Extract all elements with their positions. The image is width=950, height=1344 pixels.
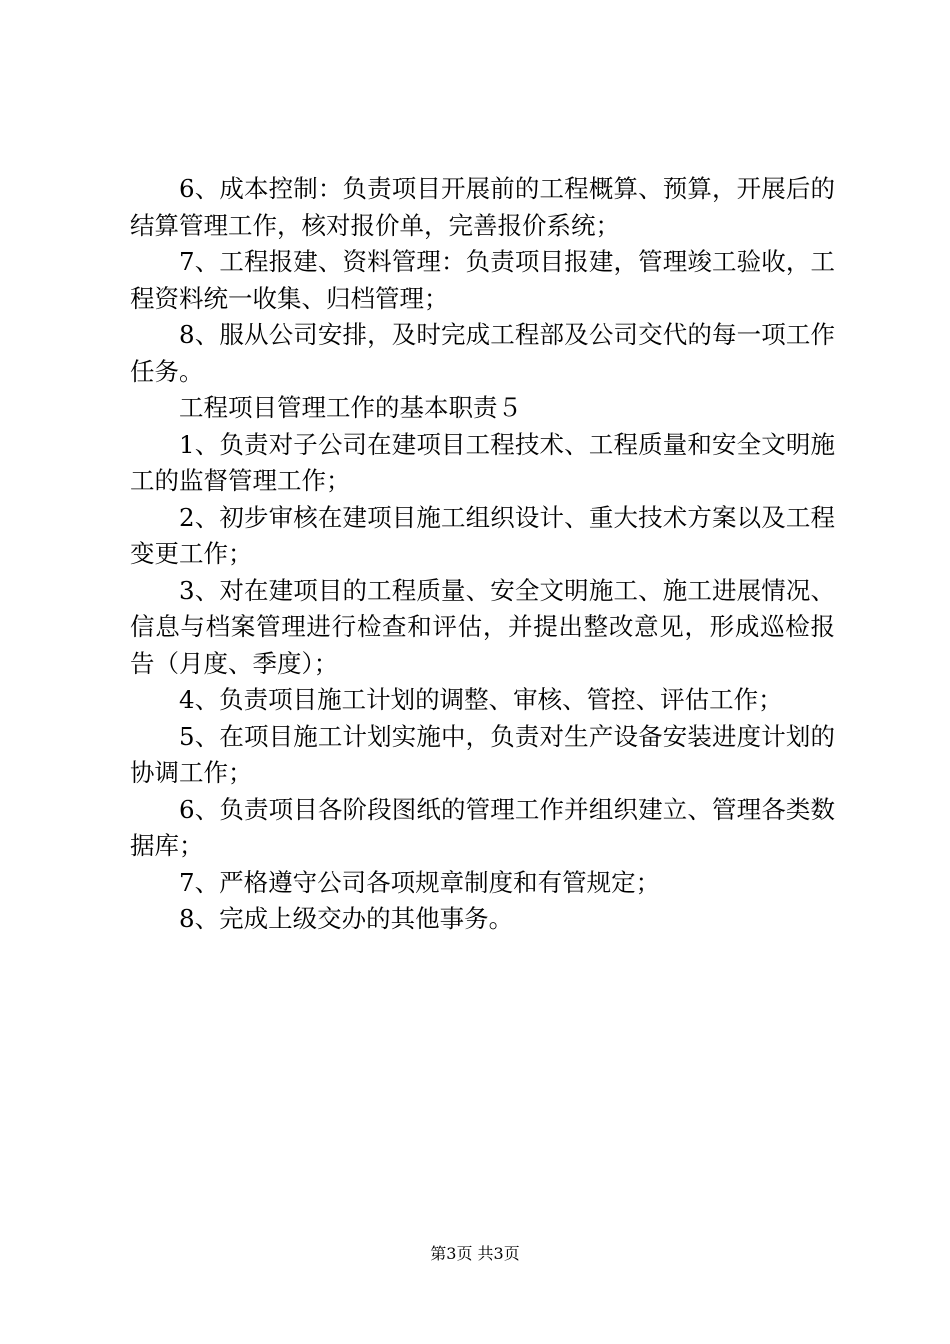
paragraph-duty-5: 5、在项目施工计划实施中，负责对生产设备安装进度计划的协调工作； xyxy=(130,721,835,787)
page-number: 第3页 共3页 xyxy=(430,1244,520,1263)
paragraph-duty-8: 8、完成上级交办的其他事务。 xyxy=(179,904,514,933)
page-footer xyxy=(0,1243,950,1265)
paragraph-project-filing: 7、工程报建、资料管理：负责项目报建，管理竣工验收，工程资料统一收集、归档管理； xyxy=(130,247,835,313)
paragraph-cost-control: 6、成本控制：负责项目开展前的工程概算、预算，开展后的结算管理工作，核对报价单，完善报价系统； xyxy=(130,174,835,240)
document-body xyxy=(130,171,835,938)
section-heading: 工程项目管理工作的基本职责５ xyxy=(179,393,522,422)
paragraph-obey-arrangements: 8、服从公司安排，及时完成工程部及公司交代的每一项工作任务。 xyxy=(130,320,835,386)
paragraph-duty-2: 2、初步审核在建项目施工组织设计、重大技术方案以及工程变更工作； xyxy=(130,502,835,568)
paragraph-duty-3: 3、对在建项目的工程质量、安全文明施工、施工进展情况、信息与档案管理进行检查和评估，并提出整改意见，形成巡检报告（月度、季度）； xyxy=(130,575,835,678)
paragraph-duty-4: 4、负责项目施工计划的调整、审核、管控、评估工作； xyxy=(179,685,783,714)
paragraph-duty-7: 7、严格遵守公司各项规章制度和有管规定； xyxy=(179,867,661,897)
paragraph-duty-6: 6、负责项目各阶段图纸的管理工作并组织建立、管理各类数据库； xyxy=(130,794,835,860)
paragraph-duty-1: 1、负责对子公司在建项目工程技术、工程质量和安全文明施工的监督管理工作； xyxy=(130,429,835,495)
